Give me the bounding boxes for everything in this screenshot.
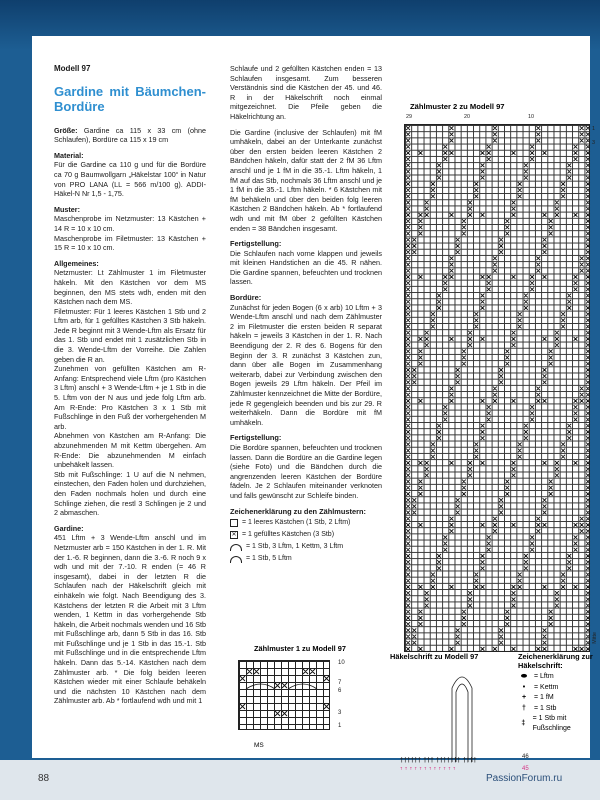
legend1-item — [230, 542, 382, 552]
legend2-text: = 1 Stb — [534, 704, 557, 712]
loop-arc-icon — [230, 544, 242, 551]
svg-text:†††††† ††† ††††††† ††††: †††††† ††† ††††††† †††† — [400, 756, 477, 764]
page-number: 88 — [38, 773, 50, 784]
fertigstellung-1-label: Fertigstellung: — [230, 239, 282, 249]
chart1-grid — [238, 660, 345, 738]
legend2-text: = 1 fM — [534, 694, 554, 702]
top-tick: 20 — [464, 114, 470, 120]
size-paragraph — [54, 126, 206, 145]
row-number: 1 — [338, 723, 342, 729]
filled-cell-marks — [406, 126, 590, 651]
row-number: 10 — [338, 660, 345, 666]
chain-arc-icon — [230, 556, 242, 563]
fertigstellung-1-text: Die Schlaufen nach vorne klappen und jeweils mit kleinen Handstichen an die 45. R nähen. Die Gardine spannen, befeuchten und trocknen lassen. — [230, 248, 382, 287]
row-number: 6 — [338, 688, 342, 694]
legend2-item — [518, 683, 598, 693]
chart1-cells — [238, 660, 330, 730]
fertigstellung-2-text: Die Bordüre spannen, befeuchten und trocknen lassen. Dann die Bordüre an die Gardine legen (siehe Foto) und die Bändchen durch die angrenzenden leeren Kästchen der Bordüre fädeln. Je 2 Schlaufen miteinander verknoten und falls gewünscht zur Schleife binden. — [230, 442, 382, 500]
chart2-crosses — [405, 125, 591, 653]
side-tick: 3 — [592, 140, 595, 146]
legend1-text: = 1 gefülltes Kästchen (3 Stb) — [242, 531, 335, 539]
legend1-item — [230, 530, 382, 540]
allgemeines-3: Abnehmen von Kästchen am R-Anfang: Die abzunehmenden M mit Kettm übergehen. Am R-Ende: Die abzunehmenden M einfach unbehäkelt lassen. — [54, 431, 206, 470]
footer-brand: PassionForum.ru — [486, 773, 563, 784]
legend2-text: = 1 Stb mit Fußschlinge — [532, 715, 571, 732]
legend1-text: = 1 Stb, 5 Lftm — [246, 555, 292, 563]
haekelschrift-drawing — [376, 658, 506, 778]
allgemeines-4: Stb mit Fußschlinge: 1 U auf die N nehmen, einstechen, den Faden holen und durchziehen, den Faden nochmals holen und durch eine Schlinge ziehen, die restl 3 Schlingen je 2 und 2 abmaschen. — [54, 469, 206, 518]
legend2-text: = Lftm — [534, 673, 554, 680]
filled-box-icon: ✕ — [231, 532, 237, 539]
hs-row-46: 46 — [522, 754, 529, 760]
svg-text:ꜛ ꜛ ꜛ ꜛ ꜛ ꜛ ꜛ ꜛ ꜛ ꜛ ꜛ ꜛ: ꜛ ꜛ ꜛ ꜛ ꜛ ꜛ ꜛ ꜛ ꜛ ꜛ ꜛ ꜛ — [400, 766, 456, 774]
muster-paragraph — [54, 205, 206, 253]
legend1-text: = 1 leeres Kästchen (1 Stb, 2 Lftm) — [242, 519, 351, 527]
material-text: Für die Gardine ca 110 g und für die Bordüre ca 70 g Baumwollgarn „Häkelstar 100“ in Natur von PRO LANA (LL = 566 m/100 g). ADDI-Häkel-N Nr 1,5 - 1,75. — [54, 160, 206, 199]
page-title: Gardine mit Bäumchen-Bordüre — [54, 83, 206, 114]
single-crochet-icon: + — [521, 694, 527, 702]
bordure-label: Bordüre: — [230, 293, 262, 303]
col2-edge: Die Gardine (inclusive der Schlaufen) mit fM umhäkeln, dabei an der Unterkante zunächst über den ersten beiden leeren Kästchen 2 Bändchen häkeln, dafür statt der 2 fM 36 Lftm anschl und je 1 fM in die 35.-1. Lftm häkeln, 1 fM auf das Stb, nochmals 36 Lftm anschl und je 1 fM in die 35.-1. Lftm häkeln. * 6 Kästchen mit fM behäkeln und über den beiden folg leeren Kästchen 2 Bändchen häkeln. Ab * fortlaufend wdh und mit fM über 2 gefüllten Kästchen enden = 38 Bändchen insgesamt. — [230, 127, 382, 233]
allgemeines-paragraph — [54, 259, 206, 518]
legend2-item — [518, 704, 598, 714]
text-column-2 — [230, 64, 382, 564]
chart2-title: Zählmuster 2 zu Modell 97 — [410, 102, 505, 111]
gardine-text: 451 Lftm + 3 Wende-Lftm anschl und im Netzmuster arb = 150 Kästchen in der 1. R. Mit der 1.-6. R beginnen, dann die 3.-6. R noch 9 x wdh und mit der 7.-10. R enden (= 46 R insgesamt), dabei in der letzten R die Schlaufen nach der Häkelschrift gleich mit einhäkeln wie folgt. Nach Beendigung des 3. Kästchens der letzten R die Arbeit mit 3 Lftm wenden, 1 Kettm in das vorhergehende Stb häkeln, die Arbeit nochmals wenden und 16 Stb mit Fußschlinge arb, dann 5 Stb in das 16. Stb mit Fußschlinge und je 1 Stb in das 15.-1. Stb mit Fußschlinge und in die entsprechende Lftm häkeln. Dann das 5.-14. Kästchen nach dem Zählmuster arb. * Die folg beiden leeren Kästchen wieder mit einer Schlaufe behäkeln und die nächsten 10 Kästchen nach dem Zählmuster arb. Ab * fortlaufend wdh und mit 1 — [54, 533, 206, 706]
chart1-title: Zählmuster 1 zu Modell 97 — [254, 644, 346, 653]
foot-loop-stitch-icon: ‡ — [521, 720, 526, 728]
bordure-text: Zunächst für jeden Bogen (6 x arb) 10 Lftm + 3 Wende-Lftm anschl und nach dem Zählmuster 2 im Filetmuster die ersten beiden R separat häkeln = jeweils 3 Kästchen in der 1. R. Nach Beendigung der 2. R des 6. Bogens für den Beginn der 3. R zunächst 3 Kästchen zun, dann über alle Bogen im Zusammenhang weiterarb, dabei zur Verbindung zwischen den Bogen jeweils 29 Lftm häkeln. Der Pfeil im Zählmuster kennzeichnet die Mitte der Bordüre, jede R gegengleich beenden und bis zur 29. R weiterhäkeln. Dann die Bordüre mit fM umhäkeln. — [230, 302, 382, 427]
allgemeines-2: Zunehmen von gefüllten Kästchen am R-Anfang: Entsprechend viele Lftm (pro Kästchen 3 Lftm) anschl + 3 Wende-Lftm + je 1 Stb in die 5. Lftm von der N aus und jede folg Lftm arb. Am R-Ende: Pro Kästchen 3 x 1 Stb mit Fußschlinge in den Fuß der vorhergehenden M arb. — [54, 364, 206, 431]
haekelschrift-title: Häkelschrift zu Modell 97 — [390, 652, 479, 661]
netz-text: Maschenprobe im Netzmuster: 13 Kästchen + 14 R = 10 x 10 cm. — [54, 214, 206, 233]
allgemeines-0: Netzmuster: Lt Zählmuster 1 im Filetmuster häkeln. Mit den Kästchen vor dem MS beginnen, den MS stets wdh, enden mit den Kästchen nach dem MS. — [54, 268, 206, 307]
material-label: Material: — [54, 150, 84, 160]
legend1-item — [230, 518, 382, 528]
legend2-item — [518, 714, 598, 733]
legend1-item — [230, 554, 382, 564]
fertigstellung-2-label: Fertigstellung: — [230, 433, 282, 443]
text-column-1 — [54, 64, 206, 712]
legend2-item — [518, 672, 598, 682]
magazine-page — [32, 36, 598, 774]
legend1-text: = 1 Stb, 3 Lftm, 1 Kettm, 3 Lftm — [246, 543, 344, 551]
filet-text: Maschenprobe im Filetmuster: 13 Kästchen + 15 R = 10 x 10 cm. — [54, 233, 206, 253]
gardine-paragraph — [54, 524, 206, 706]
top-tick: 10 — [528, 114, 534, 120]
double-crochet-icon: † — [522, 704, 526, 712]
chart2-grid — [404, 124, 590, 652]
slip-stitch-icon: • — [522, 683, 526, 691]
model-label: Modell 97 — [54, 64, 91, 73]
allgemeines-1: Filetmuster: Für 1 leeres Kästchen 1 Stb und 2 Lftm arb, für 1 gefülltes Kästchen 3 Stb häkeln. Jede R beginnt mit 3 Wende-Lftm als Ersatz für das 1. Stb und endet mit 1 zusätzlichen Stb in die 3. Wende-Lftm der Vorreihe. Die Zahlen geben die R an. — [54, 306, 206, 364]
side-tick: 1 — [592, 126, 595, 132]
size-text: Gardine ca 115 x 33 cm (ohne Schlaufen), Bordüre ca 115 x 19 cm — [54, 125, 206, 145]
top-tick: 29 — [406, 114, 412, 120]
gardine-label: Gardine: — [54, 523, 84, 533]
legend1-title: Zeichenerklärung zu den Zählmustern: — [230, 506, 366, 516]
hs-row-45: 45 — [522, 766, 529, 772]
legend2-text: = Kettm — [534, 683, 559, 691]
haekelschrift-diagram — [376, 658, 506, 778]
mitte-label: Mitte — [592, 632, 598, 644]
chart1-crosses — [239, 661, 331, 731]
muster-label: Muster: — [54, 204, 80, 214]
legend2 — [518, 652, 598, 734]
ms-label: MS — [254, 742, 264, 749]
col2-intro: Schlaufe und 2 gefüllten Kästchen enden = 13 Schlaufen insgesamt. Zum besseren Verständnis sind die Kästchen der 45. und 46. R in der Häkelschrift noch einmal mitgezeichnet. Die Pfeile geben die Häkelrichtung an. — [230, 64, 382, 121]
chain-icon: ⬬ — [521, 673, 527, 680]
row-number: 3 — [338, 710, 342, 716]
empty-box-icon — [230, 519, 238, 527]
material-paragraph — [54, 151, 206, 199]
legend2-title: Zeichenerklärung zur Häkelschrift: — [518, 652, 593, 670]
row-number: 7 — [338, 680, 342, 686]
allgemeines-label: Allgemeines: — [54, 258, 99, 268]
size-label: Größe: — [54, 125, 78, 135]
legend2-item — [518, 693, 598, 703]
